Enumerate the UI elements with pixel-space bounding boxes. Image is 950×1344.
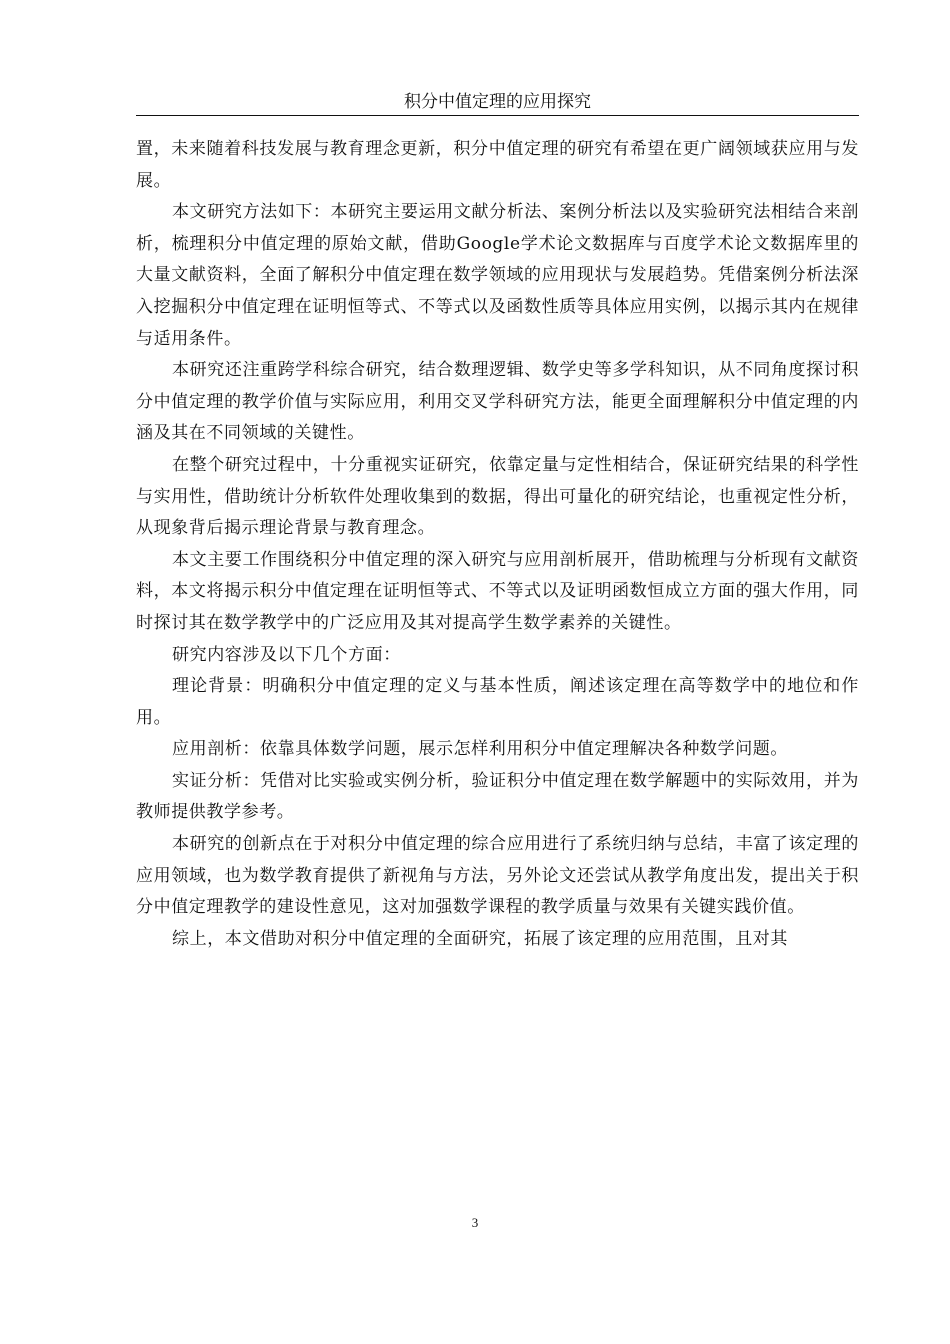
paragraph: 本文主要工作围绕积分中值定理的深入研究与应用剖析展开，借助梳理与分析现有文献资料，本文将揭示积分中值定理在证明恒等式、不等式以及证明函数恒成立方面的强大作用，同时探讨其在数学教学中的广泛应用及其对提高学生数学素养的关键性。	[136, 549, 859, 633]
paragraph: 置，未来随着科技发展与教育理念更新，积分中值定理的研究有希望在更广阔领域获应用与发展。	[136, 139, 859, 191]
page-header	[136, 91, 859, 116]
paragraph: 在整个研究过程中，十分重视实证研究，依靠定量与定性相结合，保证研究结果的科学性与实用性，借助统计分析软件处理收集到的数据，得出可量化的研究结论，也重视定性分析，从现象背后揭示理论背景与教育理念。	[136, 454, 859, 539]
paragraph: 应用剖析：依靠具体数学问题，展示怎样利用积分中值定理解决各种数学问题。	[172, 739, 788, 760]
paragraph: 本研究的创新点在于对积分中值定理的综合应用进行了系统归纳与总结，丰富了该定理的应用领域，也为数学教育提供了新视角与方法，另外论文还尝试从教学角度出发，提出关于积分中值定理教学的建设性意见，这对加强数学课程的教学质量与效果有关键实践价值。	[136, 834, 859, 918]
paragraph: 实证分析：凭借对比实验或实例分析，验证积分中值定理在数学解题中的实际效用，并为教师提供教学参考。	[136, 770, 859, 823]
running-title: 积分中值定理的应用探究	[404, 92, 591, 112]
paragraph: 本文研究方法如下：本研究主要运用文献分析法、案例分析法以及实验研究法相结合来剖析，梳理积分中值定理的原始文献，借助Google学术论文数据库与百度学术论文数据库里的大量文献资料，全面了解积分中值定理在数学领域的应用现状与发展趋势。凭借案例分析法深入挖掘积分中值定理在证明恒等式、不等式以及函数性质等具体应用实例，以揭示其内在规律与适用条件。	[136, 202, 859, 349]
paragraph: 理论背景：明确积分中值定理的定义与基本性质，阐述该定理在高等数学中的地位和作用。	[136, 676, 859, 728]
paragraph: 研究内容涉及以下几个方面：	[172, 644, 401, 665]
body-text	[136, 134, 859, 955]
page-number: 3	[471, 1215, 479, 1230]
paragraph: 综上，本文借助对积分中值定理的全面研究，拓展了该定理的应用范围，且对其	[172, 928, 788, 949]
paragraph: 本研究还注重跨学科综合研究，结合数理逻辑、数学史等多学科知识，从不同角度探讨积分中值定理的教学价值与实际应用，利用交叉学科研究方法，能更全面理解积分中值定理的内涵及其在不同领域的关键性。	[136, 360, 859, 444]
